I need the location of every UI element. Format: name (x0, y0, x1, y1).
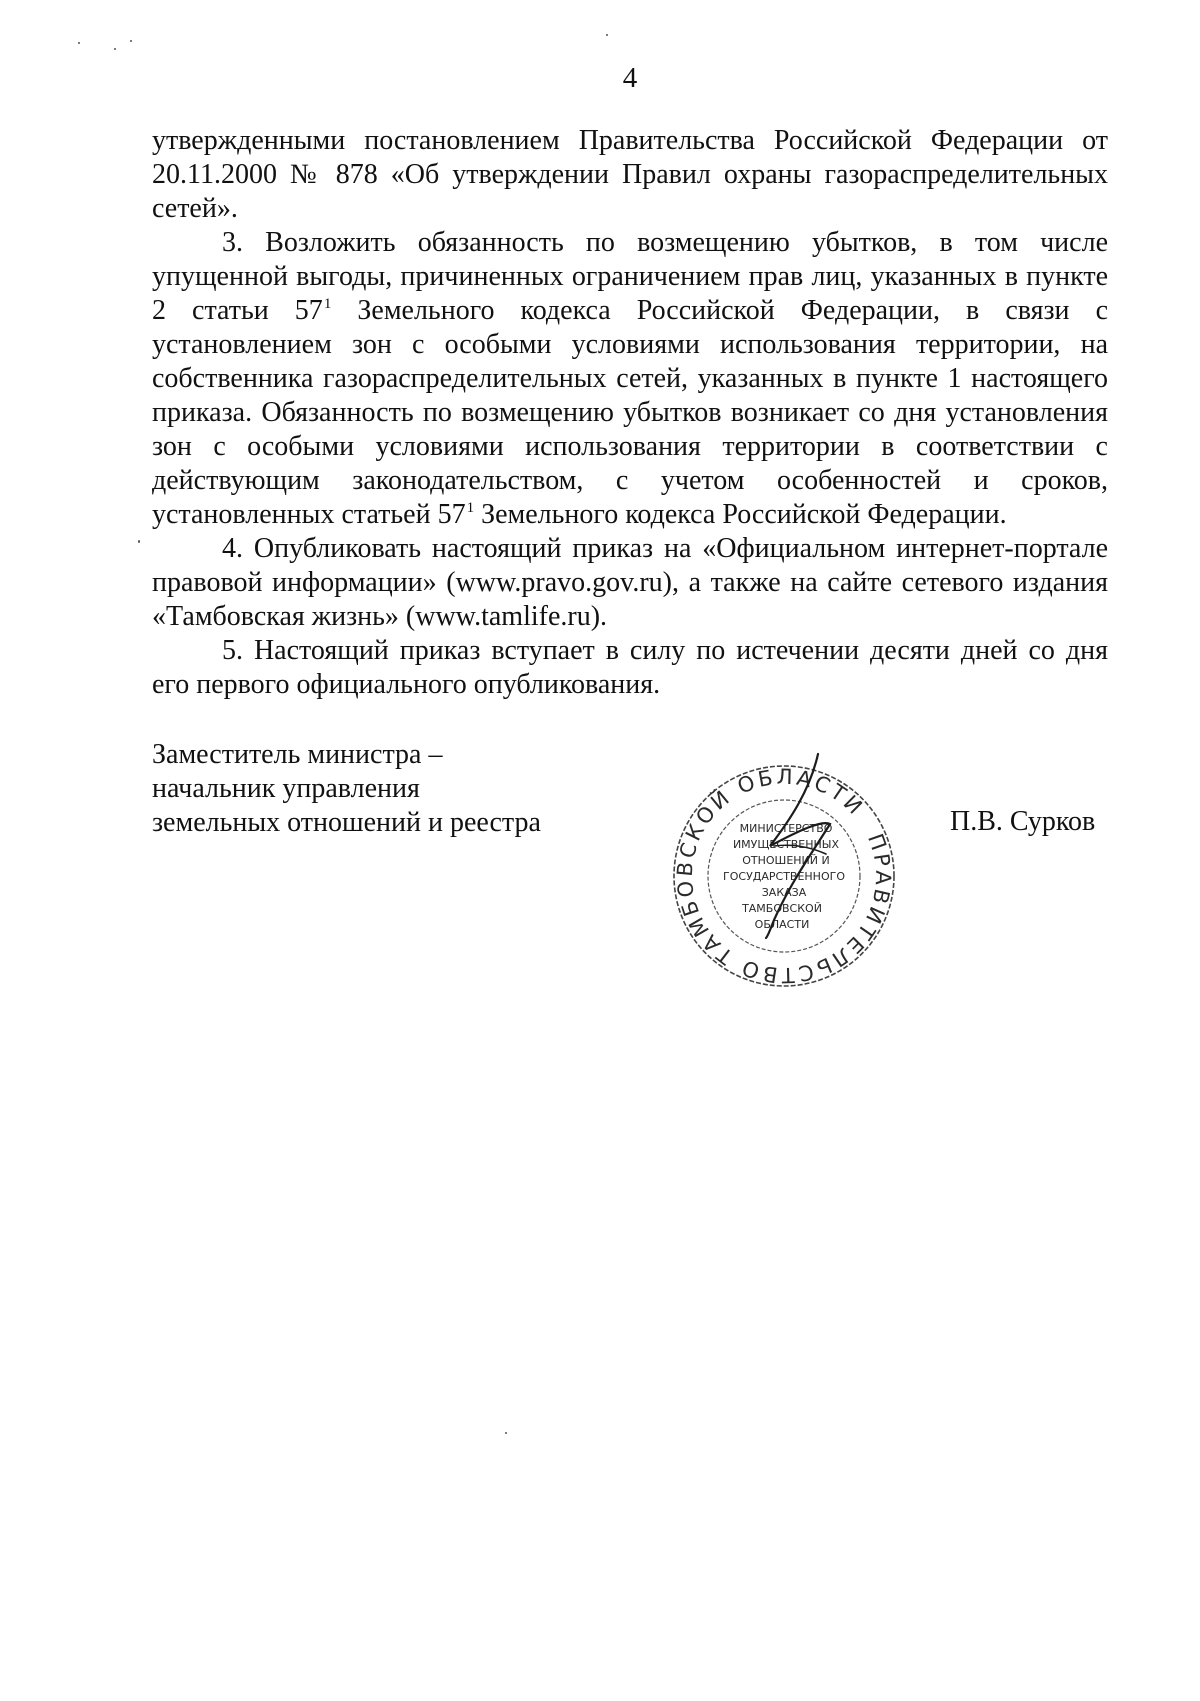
article-superscript: 1 (323, 296, 332, 312)
seal-outer-text: ПРАВИТЕЛЬСТВО ТАМБОВСКОЙ ОБЛАСТИ (672, 764, 896, 988)
paragraph-text: утвержденными постановлением Правительства Российской Федерации от 20.11.2000 № 878 «Об утверждении Правил охраны газораспределительных сетей». (152, 125, 1108, 224)
seal-inner-line: ГОСУДАРСТВЕННОГО (723, 870, 845, 883)
handwritten-signature (730, 750, 870, 940)
page-number: 4 (622, 62, 638, 94)
paragraph-3 (152, 226, 1108, 532)
signatory-title-line: земельных отношений и реестра (152, 807, 541, 838)
scan-speck (78, 42, 80, 44)
seal-inner-line: ИМУЩЕСТВЕННЫХ (732, 838, 840, 851)
scan-speck (606, 34, 608, 36)
seal-inner-line: ОТНОШЕНИЙ И (742, 854, 830, 867)
scan-speck (138, 540, 140, 543)
paragraph-5 (152, 634, 1108, 702)
signatory-title-line: начальник управления (152, 773, 420, 804)
scan-speck (114, 48, 116, 50)
paragraph-text: Земельного кодекса Российской Федерации. (474, 499, 1007, 530)
scan-speck (505, 1432, 507, 1434)
paragraph-text: 5. Настоящий приказ вступает в силу по истечении десяти дней со дня его первого официального опубликования. (152, 635, 1108, 700)
seal-inner-line: ТАМБОВСКОЙ (742, 902, 822, 915)
signatory-title-line: Заместитель министра – (152, 739, 443, 770)
signatory-name: П.В. Сурков (950, 806, 1096, 837)
paragraph-4 (152, 532, 1108, 634)
document-body (152, 124, 1108, 702)
paragraph-continuation (152, 124, 1108, 226)
paragraph-text: 3. Возложить обязанность по возмещению убытков, в том числе упущенной выгоды, причиненных ограничением прав лиц, указанных в пункте 2 статьи 57 (152, 227, 1108, 326)
scan-speck (130, 40, 132, 42)
article-superscript: 1 (466, 500, 475, 516)
seal-inner-line: ЗАКАЗА (761, 886, 807, 899)
seal-inner-line: ОБЛАСТИ (754, 918, 810, 931)
paragraph-text: 4. Опубликовать настоящий приказ на «Официальном интернет-портале правовой информации» (www.pravo.gov.ru), а также на сайте сетевого издания «Тамбовская жизнь» (www.tamlife.ru). (152, 533, 1108, 632)
signatory-title (152, 738, 541, 840)
paragraph-text: Земельного кодекса Российской Федерации, в связи с установлением зон с особыми условиями использования территории, на собственника газораспределительных сетей, указанных в пункте 1 настоящего приказа. Обязанность по возмещению убытков возникает со дня установления зон с особыми условиями использования территории в соответствии с действующим законодательством, с учетом особенностей и сроков, установленных статьей 57 (152, 295, 1109, 530)
seal-inner-line: МИНИСТЕРСТВО (739, 822, 833, 835)
